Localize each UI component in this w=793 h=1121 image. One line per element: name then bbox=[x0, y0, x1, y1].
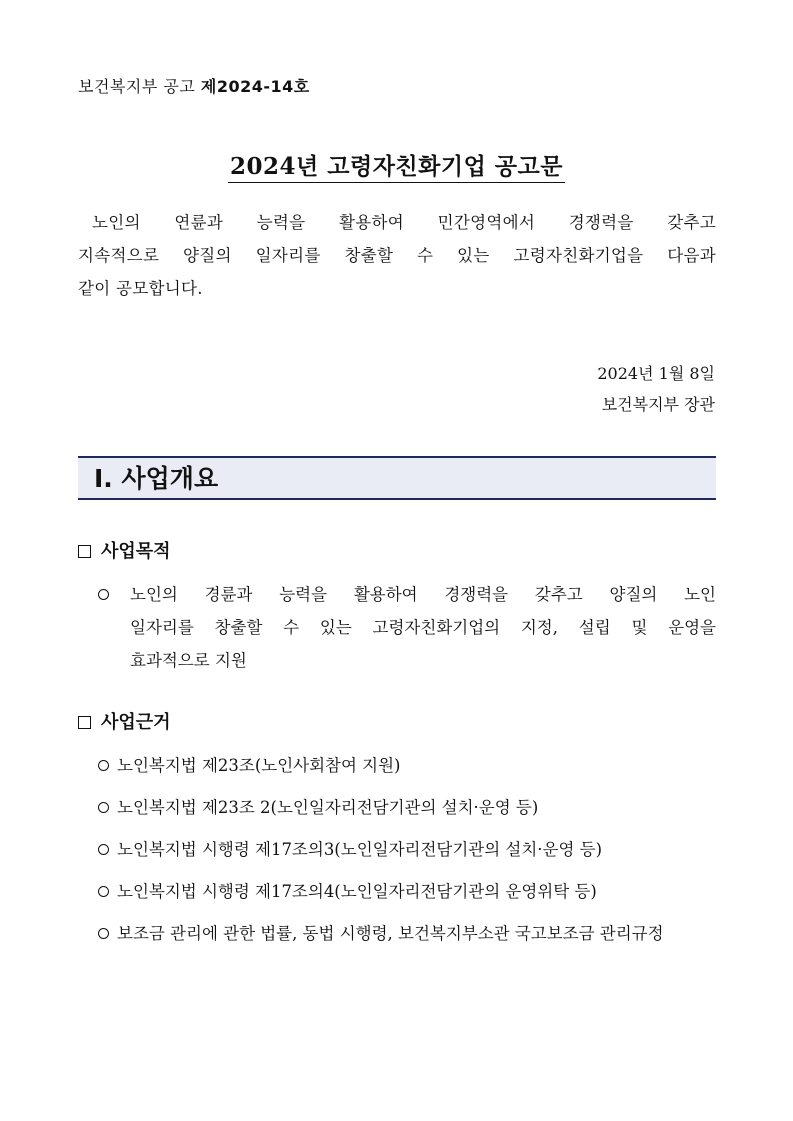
list-item bbox=[98, 878, 718, 920]
bullet-circle-icon bbox=[98, 802, 109, 813]
bullet-circle-icon bbox=[98, 928, 109, 939]
document-title: 2024년 고령자친화기업 공고문 bbox=[228, 153, 565, 183]
list-item bbox=[98, 794, 718, 836]
purpose-heading-text: 사업목적 bbox=[101, 541, 171, 562]
section-title: Ⅰ. 사업개요 bbox=[94, 464, 219, 493]
intro-paragraph bbox=[78, 206, 716, 305]
list-item bbox=[98, 920, 718, 962]
purpose-line: 효과적으로 지원 bbox=[130, 651, 247, 670]
purpose-line: 일자리를 창출할 수 있는 고령자친화기업의 지정, 설립 및 운영을 bbox=[130, 618, 716, 637]
notice-id: 제2024-14호 bbox=[200, 77, 310, 96]
checkbox-square-icon bbox=[78, 545, 91, 558]
basis-heading bbox=[78, 708, 171, 734]
purpose-heading bbox=[78, 537, 171, 563]
basis-list bbox=[98, 752, 718, 962]
basis-item-text: 보조금 관리에 관한 법률, 동법 시행령, 보건복지부소관 국고보조금 관리규정 bbox=[117, 924, 664, 943]
notice-number bbox=[78, 74, 310, 97]
intro-line: 같이 공모합니다. bbox=[78, 279, 203, 298]
intro-line: 노인의 연륜과 능력을 활용하여 민간영역에서 경쟁력을 갖추고 bbox=[92, 213, 716, 232]
list-item bbox=[98, 752, 718, 794]
section-heading bbox=[78, 456, 716, 500]
basis-item-text: 노인복지법 시행령 제17조의3(노인일자리전담기관의 설치·운영 등) bbox=[117, 840, 603, 859]
notice-prefix: 보건복지부 공고 bbox=[78, 77, 196, 96]
basis-item-text: 노인복지법 시행령 제17조의4(노인일자리전담기관의 운영위탁 등) bbox=[117, 882, 597, 901]
issue-block bbox=[597, 358, 715, 420]
list-item bbox=[98, 836, 718, 878]
basis-heading-text: 사업근거 bbox=[101, 712, 171, 733]
intro-line: 지속적으로 양질의 일자리를 창출할 수 있는 고령자친화기업을 다음과 bbox=[78, 246, 716, 265]
basis-item-text: 노인복지법 제23조(노인사회참여 지원) bbox=[117, 756, 401, 775]
bullet-circle-icon bbox=[98, 578, 117, 611]
issuer: 보건복지부 장관 bbox=[601, 395, 715, 414]
checkbox-square-icon bbox=[78, 716, 91, 729]
purpose-item bbox=[98, 578, 716, 677]
issue-date: 2024년 1월 8일 bbox=[597, 364, 715, 383]
bullet-circle-icon bbox=[98, 760, 109, 771]
purpose-text bbox=[130, 578, 716, 677]
basis-item-text: 노인복지법 제23조 2(노인일자리전담기관의 설치·운영 등) bbox=[117, 798, 539, 817]
document-title-wrap bbox=[0, 148, 793, 181]
bullet-circle-icon bbox=[98, 886, 109, 897]
purpose-line: 노인의 경륜과 능력을 활용하여 경쟁력을 갖추고 양질의 노인 bbox=[130, 585, 716, 604]
bullet-circle-icon bbox=[98, 844, 109, 855]
